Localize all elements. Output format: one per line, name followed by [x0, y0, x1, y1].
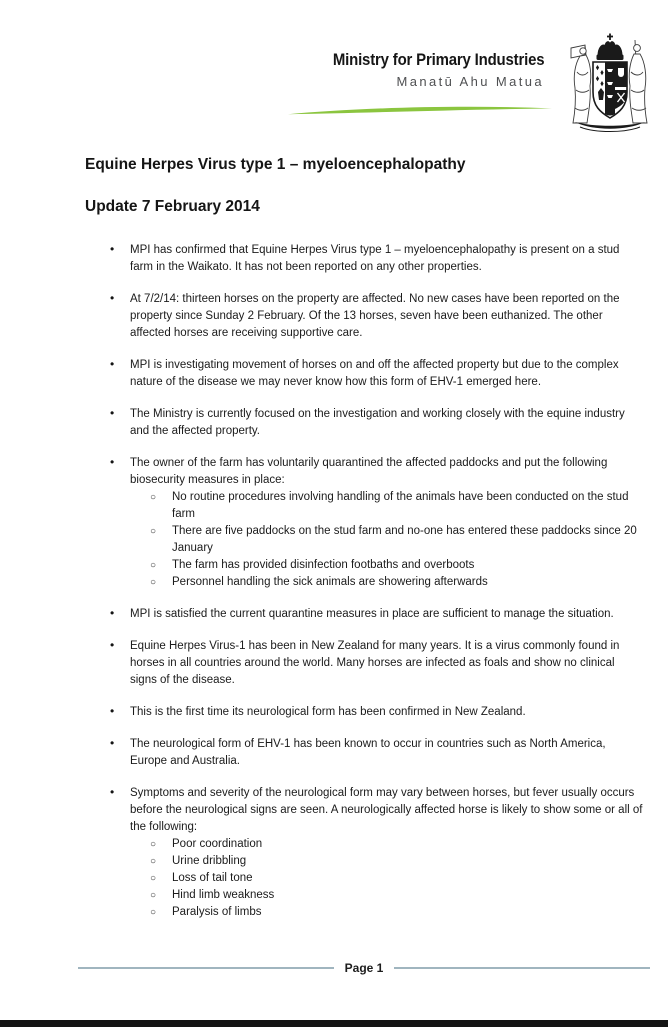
- sub-bullet-item: [130, 557, 643, 574]
- bullet-icon: •: [110, 785, 115, 799]
- bullet-item: [85, 638, 643, 689]
- bullet-icon: •: [110, 455, 115, 469]
- bullet-text: The Ministry is currently focused on the investigation and working closely with the equine industry and the affected property.: [130, 408, 625, 437]
- document-title: Equine Herpes Virus type 1 – myeloencephalopathy: [85, 156, 466, 173]
- footer-rule-right: [394, 967, 650, 969]
- sub-bullet-item: [130, 870, 643, 887]
- bullet-icon: •: [110, 291, 115, 305]
- bullet-item: [85, 736, 643, 770]
- sub-bullet-text: Personnel handling the sick animals are showering afterwards: [172, 576, 488, 588]
- bullet-text: This is the first time its neurological form has been confirmed in New Zealand.: [130, 706, 526, 718]
- bullet-text: MPI has confirmed that Equine Herpes Virus type 1 – myeloencephalopathy is present on a stud farm in the Waikato. It has not been reported on any other properties.: [130, 244, 620, 273]
- bullet-icon: •: [110, 638, 115, 652]
- org-name-maori: Manatū Ahu Matua: [396, 74, 544, 89]
- bullet-text: MPI is investigating movement of horses on and off the affected property but due to the complex nature of the disease we may never know how this form of EHV-1 emerged here.: [130, 359, 619, 388]
- sub-bullet-icon: ○: [150, 890, 157, 901]
- sub-bullet-list: [130, 836, 643, 921]
- sub-bullet-item: [130, 574, 643, 591]
- footer-rule-left: [78, 967, 334, 969]
- bullet-icon: •: [110, 242, 115, 256]
- bullet-text: MPI is satisfied the current quarantine measures in place are sufficient to manage the situation.: [130, 608, 614, 620]
- bullet-text: Equine Herpes Virus-1 has been in New Zealand for many years. It is a virus commonly found in horses in all countries around the world. Many horses are infected as foals and show no clinical signs of the disease.: [130, 640, 620, 686]
- sub-bullet-item: [130, 523, 643, 557]
- bullet-item: [85, 357, 643, 391]
- sub-bullet-item: [130, 904, 643, 921]
- page-bottom-edge: [0, 1020, 668, 1027]
- sub-bullet-text: No routine procedures involving handling of the animals have been conducted on the stud farm: [172, 491, 629, 520]
- sub-bullet-text: Hind limb weakness: [172, 889, 275, 901]
- sub-bullet-icon: ○: [150, 560, 157, 571]
- sub-bullet-item: [130, 853, 643, 870]
- bullet-text: The owner of the farm has voluntarily quarantined the affected paddocks and put the following biosecurity measures in place:: [130, 457, 608, 486]
- sub-bullet-text: Loss of tail tone: [172, 872, 253, 884]
- bullet-item: [85, 291, 643, 342]
- bullet-item: [85, 242, 643, 276]
- green-swoosh-icon: [287, 102, 555, 118]
- bullet-icon: •: [110, 357, 115, 371]
- page-number-label: Page 1: [344, 961, 384, 975]
- sub-bullet-icon: ○: [150, 526, 157, 537]
- sub-bullet-text: The farm has provided disinfection footbaths and overboots: [172, 559, 475, 571]
- bullet-item: [85, 606, 643, 623]
- org-name: Ministry for Primary Industries: [332, 50, 544, 69]
- sub-bullet-list: [130, 489, 643, 591]
- sub-bullet-icon: ○: [150, 577, 157, 588]
- sub-bullet-text: There are five paddocks on the stud farm and no-one has entered these paddocks since 20 January: [172, 525, 637, 554]
- sub-bullet-icon: ○: [150, 839, 157, 850]
- bullet-item: [85, 704, 643, 721]
- nz-coat-of-arms-icon: [563, 32, 657, 138]
- sub-bullet-icon: ○: [150, 907, 157, 918]
- bullet-list: [85, 242, 643, 921]
- sub-bullet-icon: ○: [150, 856, 157, 867]
- sub-bullet-item: [130, 887, 643, 904]
- bullet-item: [85, 406, 643, 440]
- sub-bullet-item: [130, 836, 643, 853]
- sub-bullet-text: Poor coordination: [172, 838, 263, 850]
- document-subtitle: Update 7 February 2014: [85, 198, 260, 215]
- sub-bullet-icon: ○: [150, 492, 157, 503]
- bullet-icon: •: [110, 606, 115, 620]
- bullet-item: [85, 785, 643, 921]
- bullet-text: Symptoms and severity of the neurological form may vary between horses, but fever usually occurs before the neurological signs are seen. A neurologically affected horse is likely to show some or all of the following:: [130, 787, 643, 833]
- sub-bullet-text: Urine dribbling: [172, 855, 247, 867]
- bullet-icon: •: [110, 406, 115, 420]
- bullet-icon: •: [110, 704, 115, 718]
- sub-bullet-item: [130, 489, 643, 523]
- page-footer: [78, 961, 650, 975]
- bullet-item: [85, 455, 643, 591]
- document-body: [85, 156, 643, 936]
- brand-text: [304, 50, 544, 89]
- sub-bullet-icon: ○: [150, 873, 157, 884]
- bullet-text: At 7/2/14: thirteen horses on the property are affected. No new cases have been reported on the property since Sunday 2 February. Of the 13 horses, seven have been euthanized. The other affected horses are receiving supportive care.: [130, 293, 620, 339]
- sub-bullet-text: Paralysis of limbs: [172, 906, 262, 918]
- bullet-icon: •: [110, 736, 115, 750]
- bullet-text: The neurological form of EHV-1 has been known to occur in countries such as North America, Europe and Australia.: [130, 738, 606, 767]
